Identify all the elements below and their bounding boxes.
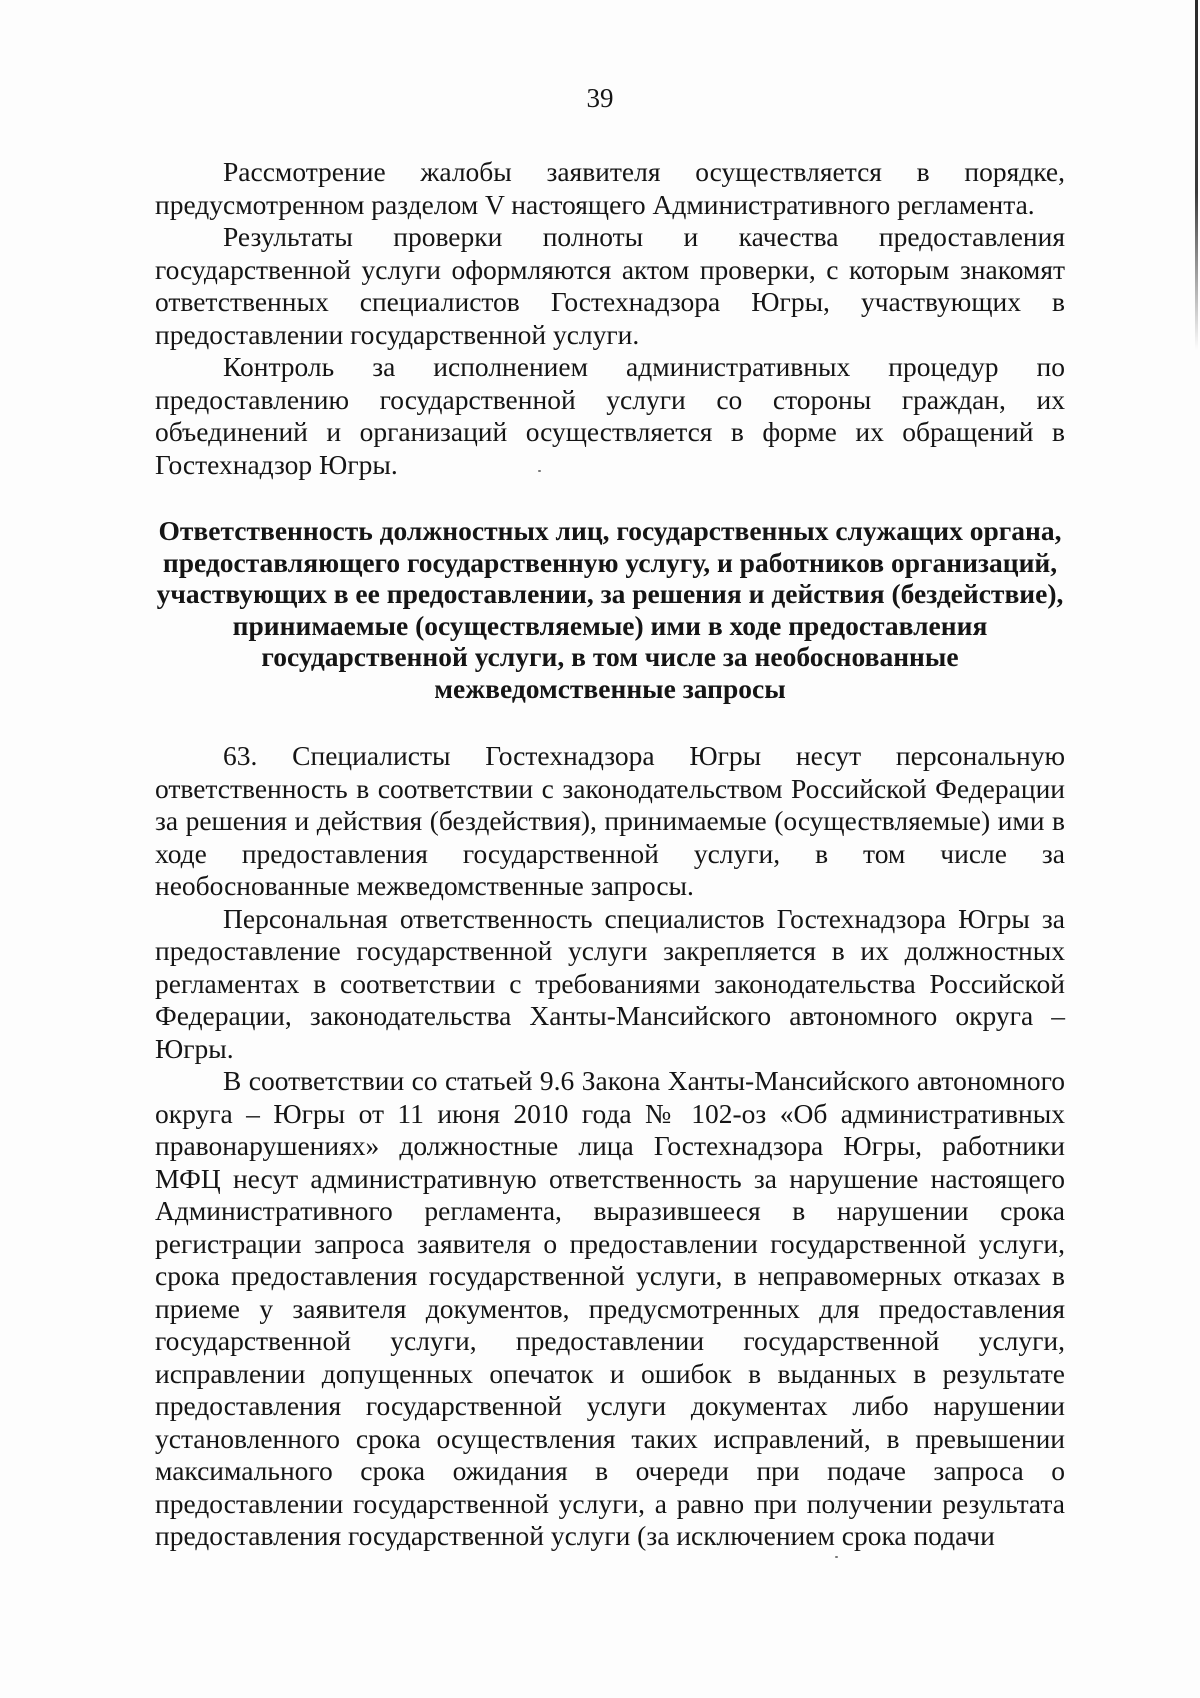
bottom-text-block — [155, 740, 1065, 1553]
paragraph-administrative-liability: В соответствии со статьей 9.6 Закона Ханты-Мансийского автономного округа – Югры от 11 июня 2010 года № 102-оз «Об административных правонарушениях» должностные лица Гостехнадзора Югры, работники МФЦ несут административную ответственность за нарушение настоящего Административного регламента, выразившееся в нарушении срока регистрации запроса заявителя о предоставлении государственной услуги, срока предоставления государственной услуги, в неправомерных отказах в приеме у заявителя документов, предусмотренных для предоставления государственной услуги, предоставлении государственной услуги, исправлении допущенных опечаток и ошибок в выданных в результате предоставления государственной услуги документах либо нарушении установленного срока осуществления таких исправлений, в превышении максимального срока ожидания в очереди при подаче запроса о предоставлении государственной услуги, а равно при получении результата предоставления государственной услуги (за исключением срока подачи — [155, 1065, 1065, 1551]
paragraph-63-personal-responsibility: 63. Специалисты Гостехнадзора Югры несут персональную ответственность в соответствии с законодательством Российской Федерации за решения и действия (бездействия), принимаемые (осуществляемые) ими в ходе предоставления государственной услуги, в том числе за необоснованные межведомственные запросы. — [155, 740, 1065, 901]
paragraph-job-regulations: Персональная ответственность специалистов Гостехнадзора Югры за предоставление государственной услуги закрепляется в их должностных регламентах в соответствии с требованиями законодательства Российской Федерации, законодательства Ханты-Мансийского автономного округа – Югры. — [155, 902, 1065, 1064]
section-heading: Ответственность должностных лиц, государственных служащих органа, предоставляющего государственную услугу, и работников организаций, участвующих в ее предоставлении, за решения и действия (бездействие), принимаемые (осуществляемые) ими в ходе предоставления государственной услуги, в том числе за необоснованные межведомственные запросы — [156, 515, 1064, 704]
page-number: 39 — [586, 83, 614, 113]
scan-edge-shadow — [1195, 0, 1198, 350]
scan-speck — [835, 1556, 838, 1558]
paragraph-complaint-review: Рассмотрение жалобы заявителя осуществляется в порядке, предусмотренном разделом V настоящего Административного регламента. — [155, 156, 1065, 220]
paragraph-citizen-control: Контроль за исполнением административных процедур по предоставлению государственной услуги со стороны граждан, их объединений и организаций осуществляется в форме их обращений в Гостехнадзор Югры. — [155, 351, 1065, 480]
top-text-block — [155, 156, 1065, 481]
paragraph-check-results: Результаты проверки полноты и качества предоставления государственной услуги оформляются актом проверки, с которым знакомят ответственных специалистов Гостехнадзора Югры, участвующих в предоставлении государственной услуги. — [155, 221, 1065, 350]
